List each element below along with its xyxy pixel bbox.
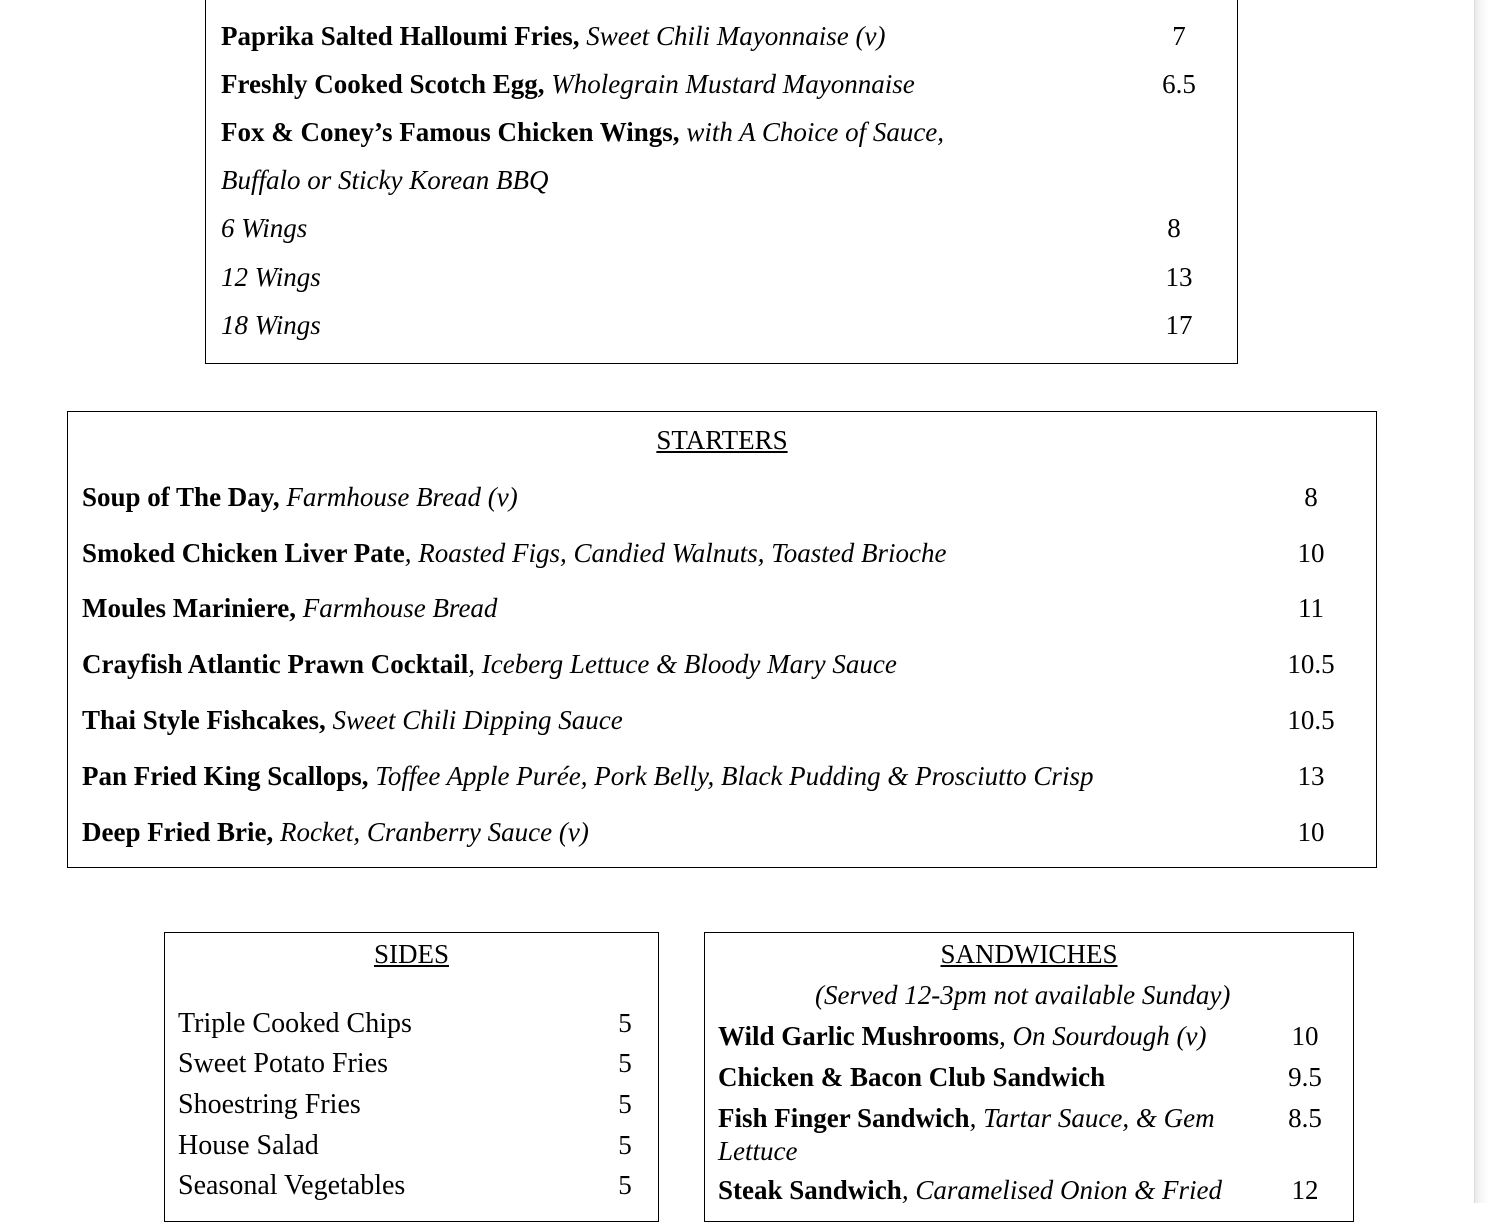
menu-item	[221, 69, 915, 100]
menu-item: Pan Fried King Scallops, Toffee Apple Purée, Pork Belly, Black Pudding & Prosciutto Crisp	[82, 761, 1094, 791]
menu-item: Moules Mariniere, Farmhouse Bread	[82, 593, 498, 623]
menu-item: Steak Sandwich, Caramelised Onion & Fried	[718, 1175, 1223, 1205]
item-price: 12	[1291, 1175, 1319, 1205]
sides-section	[164, 932, 659, 1222]
item-name: Freshly Cooked Scotch Egg,	[221, 69, 545, 99]
wings-option: 6 Wings	[221, 213, 308, 243]
item-price: 5	[618, 1170, 632, 1200]
item-price: 13	[1297, 761, 1325, 791]
item-price: 9.5	[1288, 1062, 1322, 1092]
wings-option: 18 Wings	[221, 310, 321, 340]
section-title: SANDWICHES	[940, 939, 1118, 969]
item-price: 8	[1304, 482, 1318, 512]
item-price: 5	[618, 1048, 632, 1078]
menu-item: Crayfish Atlantic Prawn Cocktail, Iceberg Lettuce & Bloody Mary Sauce	[82, 649, 897, 679]
section-subtitle: (Served 12-3pm not available Sunday)	[815, 980, 1231, 1010]
menu-item	[221, 117, 944, 148]
item-price: 6.5	[1162, 69, 1196, 99]
item-price: 5	[618, 1089, 632, 1119]
side-item: House Salad	[178, 1130, 319, 1161]
side-item: Sweet Potato Fries	[178, 1048, 388, 1079]
item-price: 8.5	[1288, 1103, 1322, 1133]
wings-sauce-note	[221, 165, 548, 196]
item-description: with A Choice of Sauce,	[686, 117, 945, 147]
item-price: 10	[1297, 538, 1325, 568]
menu-item: Soup of The Day, Farmhouse Bread (v)	[82, 482, 518, 512]
item-price: 17	[1165, 310, 1193, 340]
item-name: Fox & Coney’s Famous Chicken Wings,	[221, 117, 680, 147]
side-item: Shoestring Fries	[178, 1089, 361, 1120]
section-title: SIDES	[373, 939, 449, 969]
item-price: 10.5	[1287, 649, 1335, 679]
menu-item: Chicken & Bacon Club Sandwich	[718, 1062, 1106, 1092]
item-price: 5	[618, 1130, 632, 1160]
item-price: 7	[1172, 21, 1186, 51]
item-description: Sweet Chili Mayonnaise (v)	[586, 21, 886, 51]
menu-item: Thai Style Fishcakes, Sweet Chili Dipping Sauce	[82, 705, 623, 735]
section-title: STARTERS	[656, 425, 788, 455]
menu-item: Wild Garlic Mushrooms, On Sourdough (v)	[718, 1021, 1207, 1051]
page-edge	[1474, 0, 1488, 1203]
item-price: 8	[1167, 213, 1181, 243]
item-price: 11	[1298, 593, 1324, 623]
item-price: 10.5	[1287, 705, 1335, 735]
item-description: Wholegrain Mustard Mayonnaise	[551, 69, 915, 99]
menu-item	[221, 21, 885, 52]
item-name: Paprika Salted Halloumi Fries,	[221, 21, 580, 51]
side-item: Triple Cooked Chips	[178, 1008, 412, 1039]
item-description: Buffalo or Sticky Korean BBQ	[221, 165, 549, 195]
item-price: 10	[1291, 1021, 1319, 1051]
wings-option: 12 Wings	[221, 262, 321, 292]
side-item: Seasonal Vegetables	[178, 1170, 406, 1201]
item-price: 5	[618, 1008, 632, 1038]
starters-section	[67, 411, 1377, 868]
item-price: 10	[1297, 817, 1325, 847]
sandwiches-section	[704, 932, 1354, 1222]
item-price: 13	[1165, 262, 1193, 292]
menu-item: Deep Fried Brie, Rocket, Cranberry Sauce (v)	[82, 817, 589, 847]
snacks-section	[205, 0, 1238, 364]
menu-item: Fish Finger Sandwich, Tartar Sauce, & Gem	[718, 1103, 1215, 1133]
item-description-continued: Lettuce	[718, 1136, 798, 1166]
menu-item: Smoked Chicken Liver Pate, Roasted Figs, Candied Walnuts, Toasted Brioche	[82, 538, 947, 568]
